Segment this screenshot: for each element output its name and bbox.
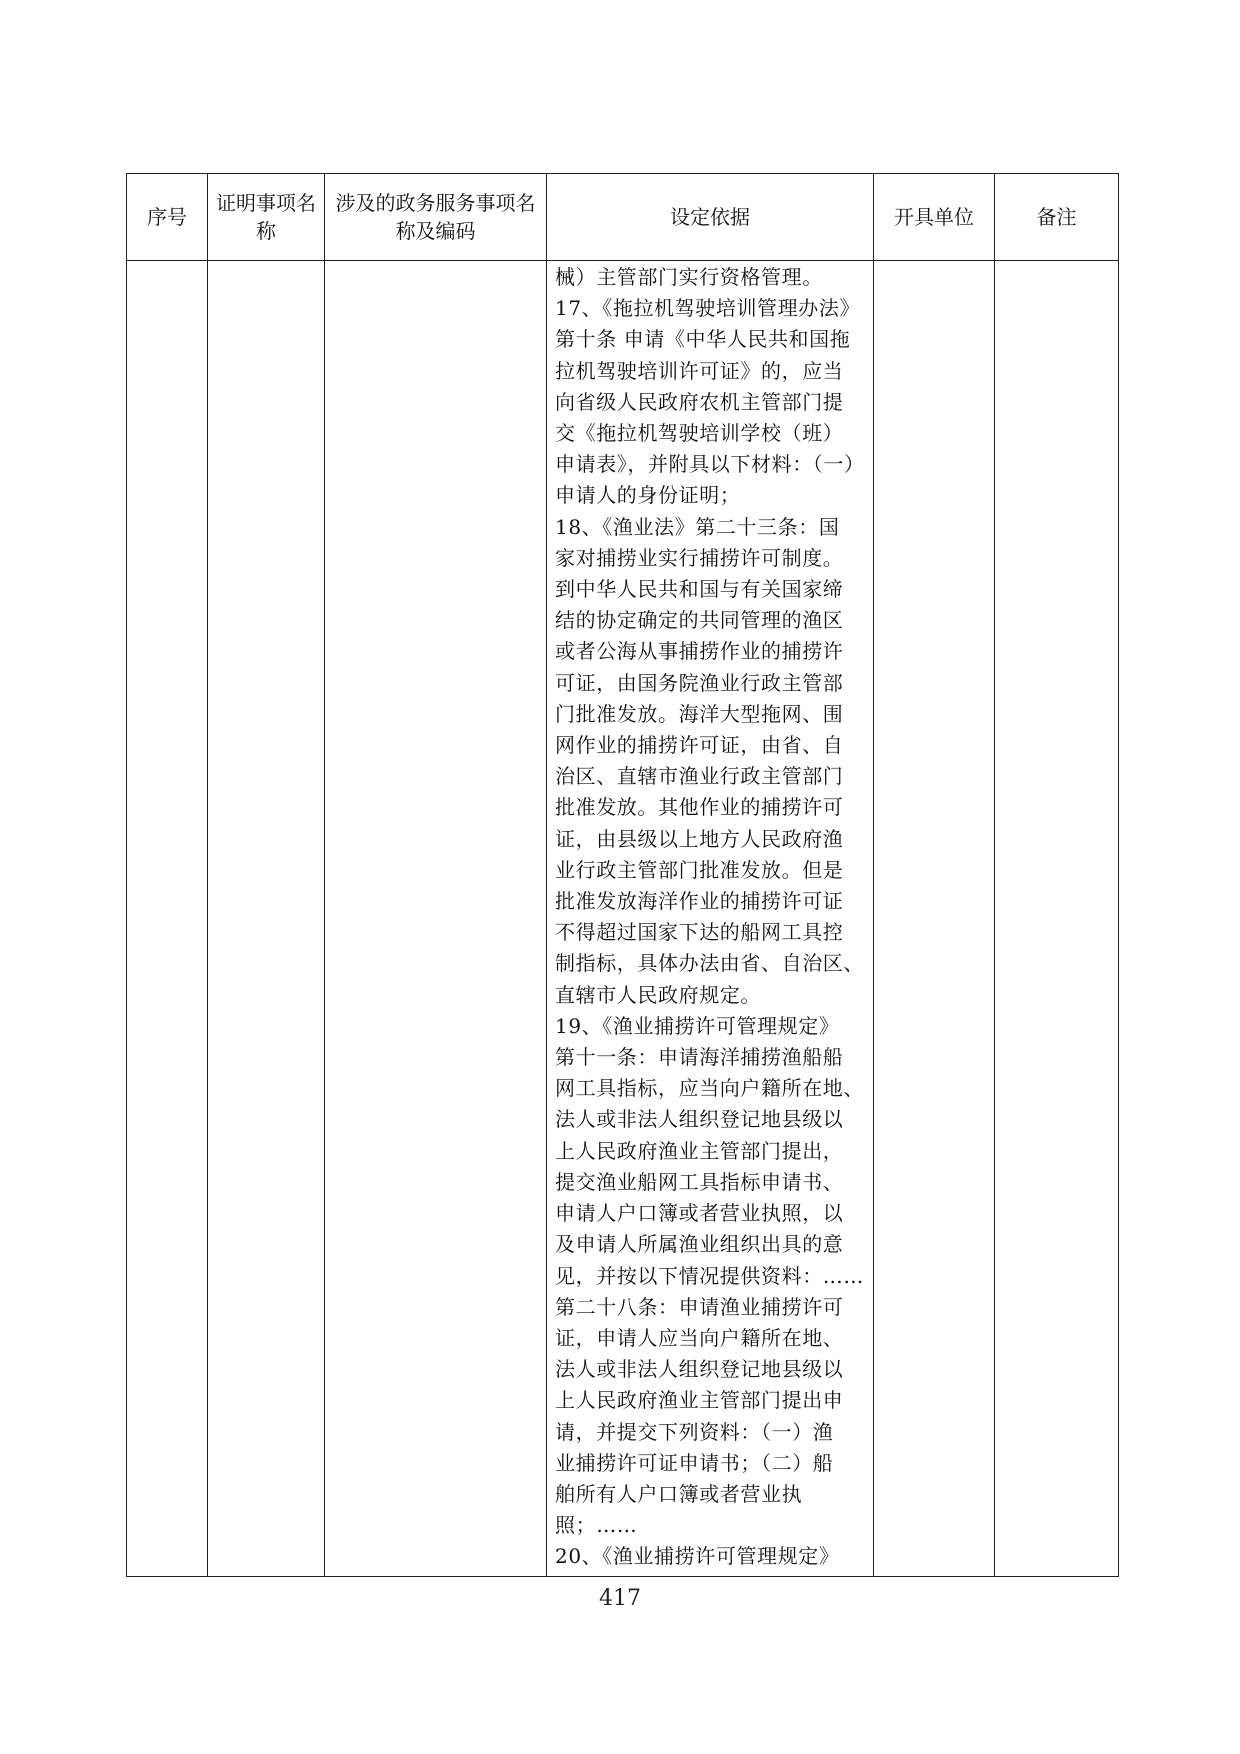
header-basis [547,174,874,261]
header-service-line1: 涉及的政务服务事项名 [335,191,536,215]
table-header-row [127,174,1119,261]
header-service [325,174,547,261]
cell-seq [127,261,208,1577]
cell-issuer [874,261,995,1577]
page-number: 417 [599,1586,641,1611]
table-row [127,261,1119,1577]
header-seq [127,174,208,261]
cell-basis [547,261,874,1577]
header-issuer-label: 开具单位 [894,205,974,229]
basis-text: 械）主管部门实行资格管理。 17、《拖拉机驾驶培训管理办法》 第十条 申请《中华人民共和国拖 拉机驾驶培训许可证》的，应当 向省级人民政府农机主管部门提 交《拖拉机驾驶培训学校（班） 申请表》，并附具以下材料：（一） 申请人的身份证明； 18、《渔业法》第二十三条：国 家对捕捞业实行捕捞许可制度。 到中华人民共和国与有关国家缔 结的协定确定的共同管理的渔区 或者公海从事捕捞作业的捕捞许 可证，由国务院渔业行政主管部 门批准发放。海洋大型拖网、围 网作业的捕捞许可证，由省、自 治区、直辖市渔业行政主管部门 批准发放。其他作业的捕捞许可 证，由县级以上地方人民政府渔 业行政主管部门批准发放。但是 批准发放海洋作业的捕捞许可证 不得超过国家下达的船网工具控 制指标，具体办法由省、自治区、 直辖市人民政府规定。 19、《渔业捕捞许可管理规定》 第十一条：申请海洋捕捞渔船船 网工具指标，应当向户籍所在地、 法人或非法人组织登记地县级以 上人民政府渔业主管部门提出， 提交渔业船网工具指标申请书、 申请人户口簿或者营业执照，以 及申请人所属渔业组织出具的意 见，并按以下情况提供资料：…… 第二十八条：申请渔业捕捞许可 证，申请人应当向户籍所在地、 法人或非法人组织登记地县级以 上人民政府渔业主管部门提出申 请，并提交下列资料：（一）渔 业捕捞许可证申请书；（二）船 舶所有人户口簿或者营业执 照；…… 20、《渔业捕捞许可管理规定》 [555,265,865,1569]
header-seq-label: 序号 [147,205,187,229]
cell-service [325,261,547,1577]
document-table [126,173,1119,1577]
header-cert-name-line2: 称 [256,219,276,243]
header-cert-name [208,174,325,261]
header-service-line2: 称及编码 [395,219,476,243]
header-issuer [874,174,995,261]
header-basis-label: 设定依据 [670,205,750,229]
header-cert-name-line1: 证明事项名 [216,191,316,215]
cell-cert-name [208,261,325,1577]
header-remarks-label: 备注 [1036,205,1077,229]
cell-remarks [995,261,1119,1577]
header-remarks [995,174,1119,261]
